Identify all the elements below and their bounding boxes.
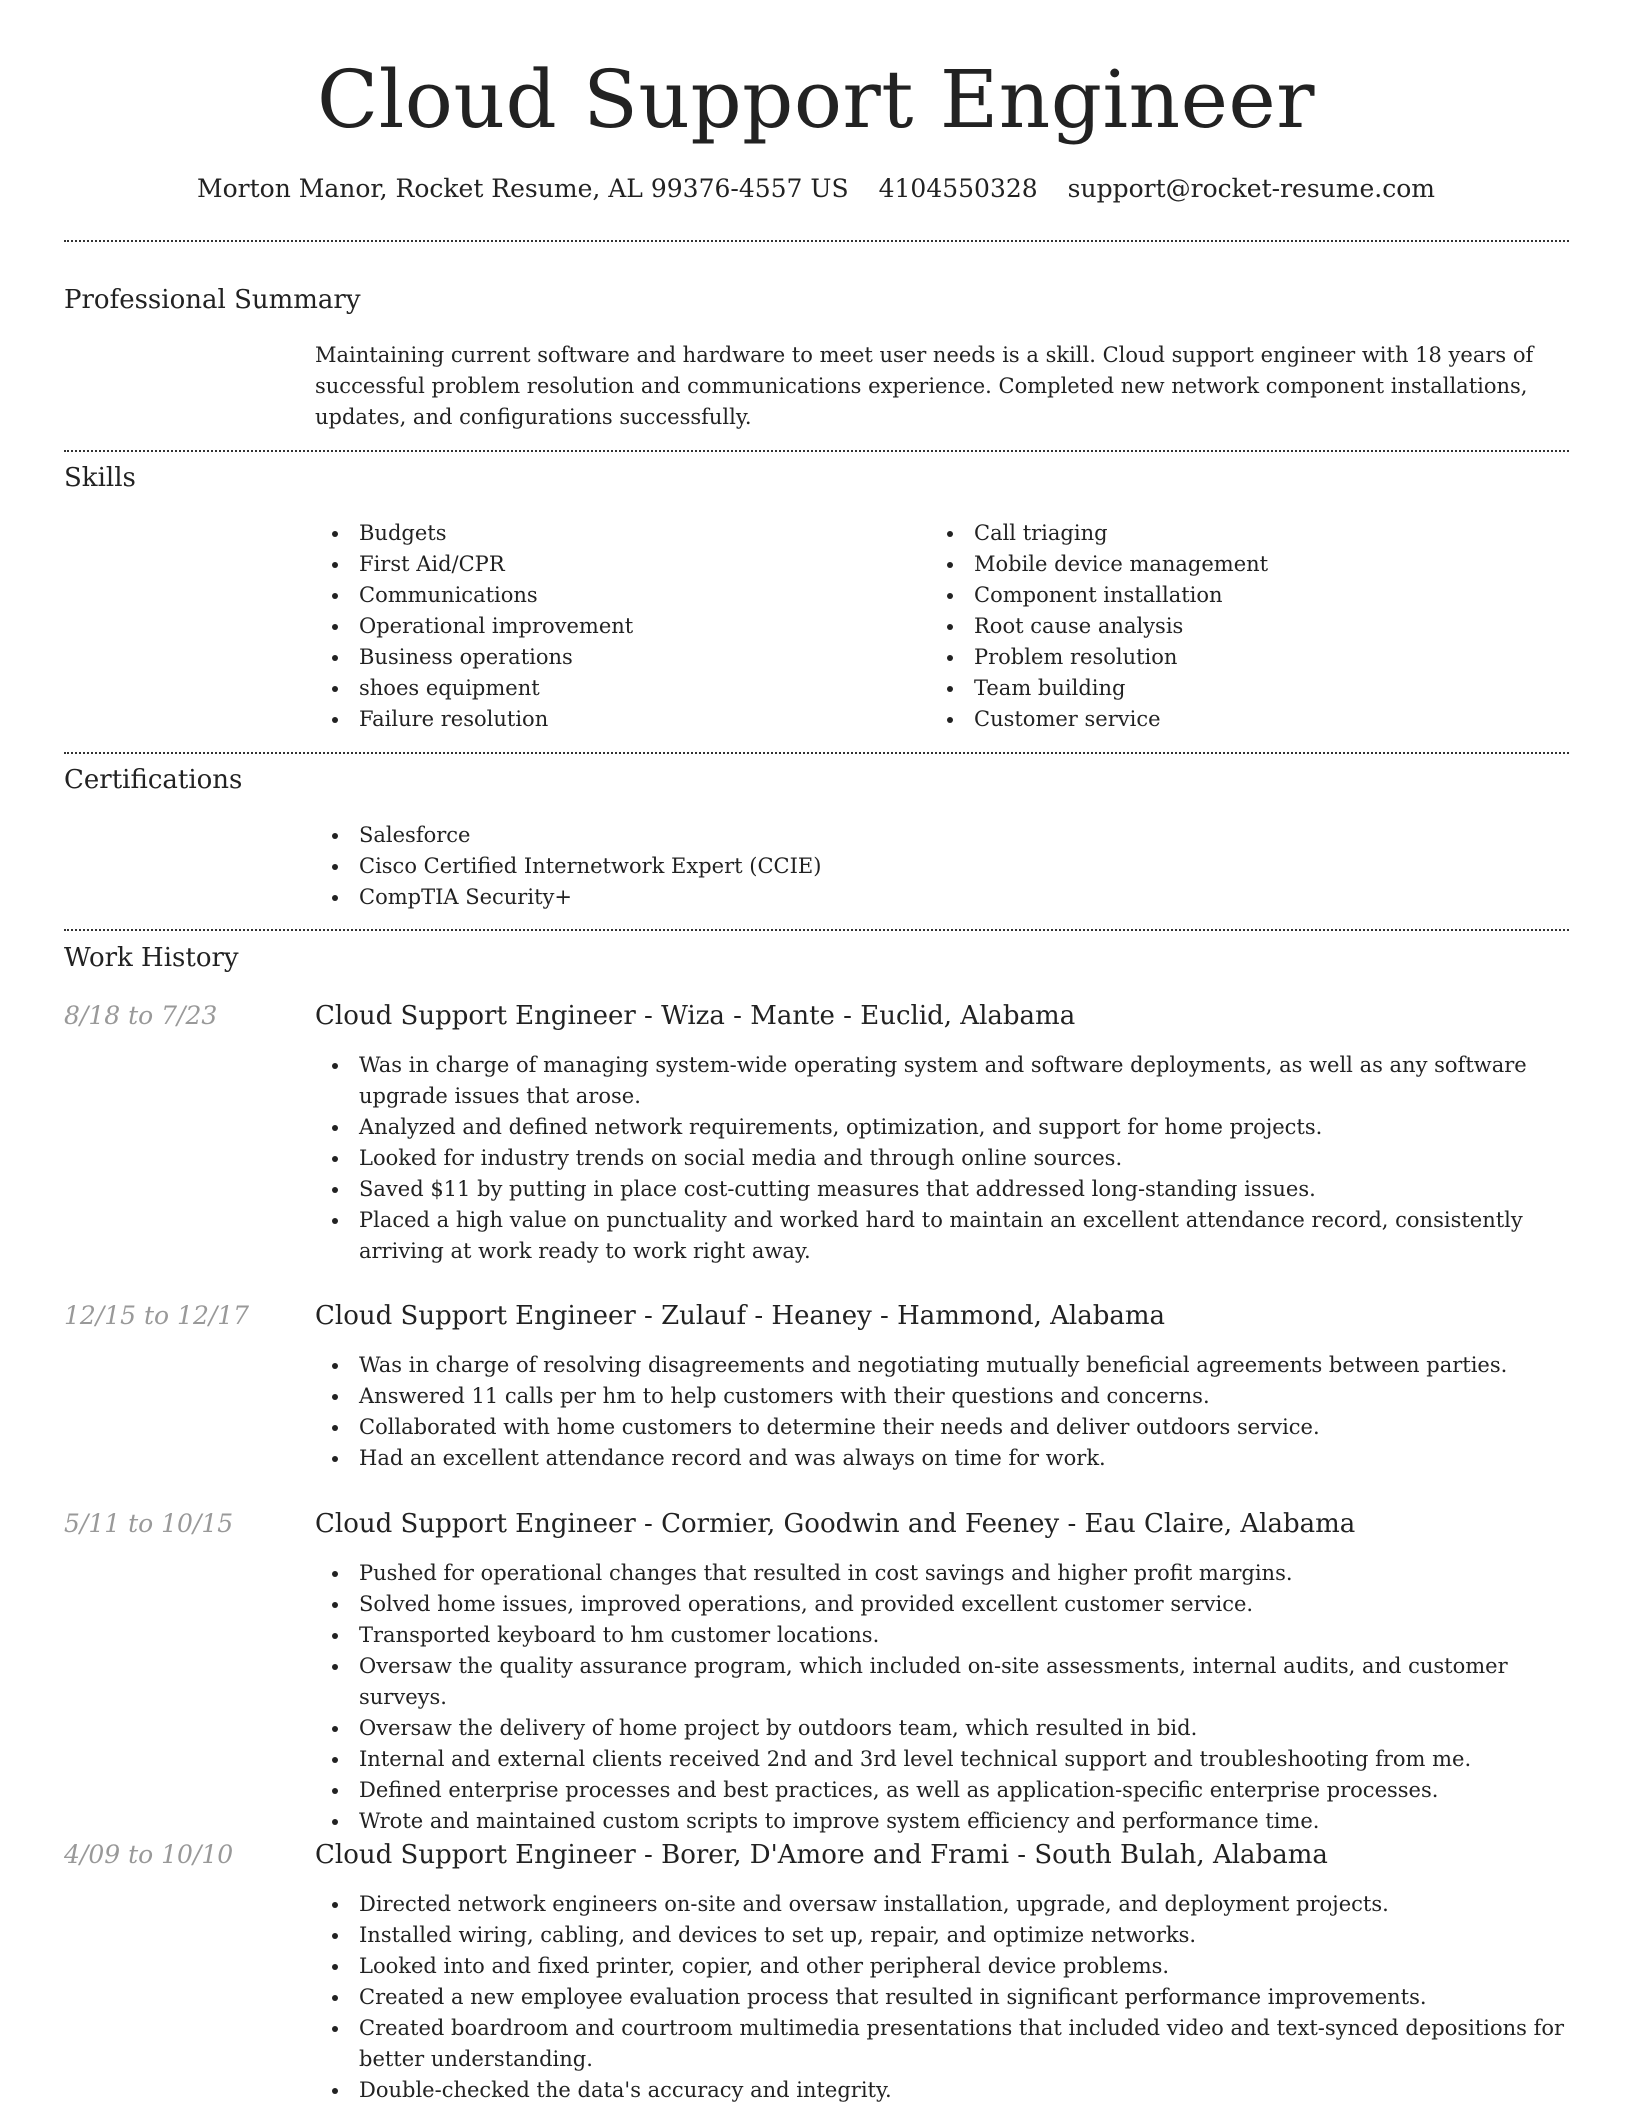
skills-list-right [930, 518, 1560, 735]
job-duty: Had an excellent attendance record and was always on time for work. [315, 1443, 1570, 1474]
section-divider [64, 450, 1569, 452]
job-duty: Wrote and maintained custom scripts to improve system efficiency and performance time. [315, 1806, 1570, 1837]
skill-item: Mobile device management [930, 549, 1560, 580]
job-dates: 5/11 to 10/15 [64, 1509, 234, 1538]
job-duty: Analyzed and defined network requirements, optimization, and support for home projects. [315, 1112, 1570, 1143]
job-duty: Pushed for operational changes that resulted in cost savings and higher profit margins. [315, 1558, 1570, 1589]
skill-item: First Aid/CPR [315, 549, 915, 580]
job-duty: Installed wiring, cabling, and devices to set up, repair, and optimize networks. [315, 1920, 1570, 1951]
certification-item: Salesforce [315, 820, 1570, 851]
skill-item: Operational improvement [315, 611, 915, 642]
job-dates: 12/15 to 12/17 [64, 1301, 250, 1330]
section-title-summary: Professional Summary [64, 285, 361, 315]
job-duty: Was in charge of resolving disagreements and negotiating mutually beneficial agreements between parties. [315, 1350, 1570, 1381]
job-duty: Oversaw the delivery of home project by outdoors team, which resulted in bid. [315, 1713, 1570, 1744]
section-title-work-history: Work History [64, 943, 239, 973]
section-title-certifications: Certifications [64, 765, 243, 795]
job-duties-list [315, 1350, 1570, 1474]
job-title: Cloud Support Engineer - Wiza - Mante - Euclid, Alabama [315, 1001, 1076, 1031]
contact-phone: 4104550328 [878, 174, 1038, 203]
job-dates: 8/18 to 7/23 [64, 1001, 218, 1030]
section-title-skills: Skills [64, 463, 136, 493]
job-duty: Directed network engineers on-site and oversaw installation, upgrade, and deployment projects. [315, 1889, 1570, 1920]
job-title: Cloud Support Engineer - Zulauf - Heaney - Hammond, Alabama [315, 1301, 1166, 1331]
job-title: Cloud Support Engineer - Borer, D'Amore and Frami - South Bulah, Alabama [315, 1840, 1328, 1870]
job-title: Cloud Support Engineer - Cormier, Goodwin and Feeney - Eau Claire, Alabama [315, 1509, 1356, 1539]
certification-item: CompTIA Security+ [315, 882, 1570, 913]
resume-name: Cloud Support Engineer [316, 53, 1316, 146]
job-duties-list [315, 1050, 1570, 1267]
job-duties-list [315, 1889, 1570, 2106]
contact-line [0, 172, 1632, 206]
certification-item: Cisco Certified Internetwork Expert (CCIE) [315, 851, 1570, 882]
job-duty: Looked into and fixed printer, copier, and other peripheral device problems. [315, 1951, 1570, 1982]
skill-item: Budgets [315, 518, 915, 549]
contact-email[interactable]: support@rocket-resume.com [1067, 174, 1435, 203]
skill-item: Component installation [930, 580, 1560, 611]
skill-item: Root cause analysis [930, 611, 1560, 642]
skill-item: shoes equipment [315, 673, 915, 704]
section-divider [64, 240, 1569, 242]
skill-item: Business operations [315, 642, 915, 673]
skill-item: Call triaging [930, 518, 1560, 549]
job-duty: Defined enterprise processes and best practices, as well as application-specific enterprise processes. [315, 1775, 1570, 1806]
summary-text: Maintaining current software and hardware to meet user needs is a skill. Cloud support engineer with 18 years of successful problem resolution and communications experience. Completed new network component installations, updates, and configurations successfully. [315, 343, 1534, 429]
job-duty: Created boardroom and courtroom multimedia presentations that included video and text-synced depositions for better understanding. [315, 2013, 1570, 2075]
job-duty: Placed a high value on punctuality and worked hard to maintain an excellent attendance record, consistently arriving at work ready to work right away. [315, 1205, 1570, 1267]
contact-address: Morton Manor, Rocket Resume, AL 99376-4557 US [197, 174, 849, 203]
job-duty: Oversaw the quality assurance program, which included on-site assessments, internal audits, and customer surveys. [315, 1651, 1570, 1713]
job-duty: Saved $11 by putting in place cost-cutting measures that addressed long-standing issues. [315, 1174, 1570, 1205]
section-divider [64, 929, 1569, 931]
job-duty: Created a new employee evaluation process that resulted in significant performance improvements. [315, 1982, 1570, 2013]
section-divider [64, 752, 1569, 754]
skill-item: Communications [315, 580, 915, 611]
skill-item: Customer service [930, 704, 1560, 735]
job-duty: Double-checked the data's accuracy and integrity. [315, 2075, 1570, 2106]
job-duty: Internal and external clients received 2nd and 3rd level technical support and troubleshooting from me. [315, 1744, 1570, 1775]
job-duty: Answered 11 calls per hm to help customers with their questions and concerns. [315, 1381, 1570, 1412]
skills-list-left [315, 518, 915, 735]
job-duty: Transported keyboard to hm customer locations. [315, 1620, 1570, 1651]
job-duties-list [315, 1558, 1570, 1837]
skill-item: Team building [930, 673, 1560, 704]
job-duty: Collaborated with home customers to determine their needs and deliver outdoors service. [315, 1412, 1570, 1443]
skill-item: Failure resolution [315, 704, 915, 735]
job-duty: Solved home issues, improved operations, and provided excellent customer service. [315, 1589, 1570, 1620]
job-duty: Looked for industry trends on social media and through online sources. [315, 1143, 1570, 1174]
certifications-list [315, 820, 1570, 913]
skill-item: Problem resolution [930, 642, 1560, 673]
job-dates: 4/09 to 10/10 [64, 1840, 234, 1869]
job-duty: Was in charge of managing system-wide operating system and software deployments, as well as any software upgrade issues that arose. [315, 1050, 1570, 1112]
